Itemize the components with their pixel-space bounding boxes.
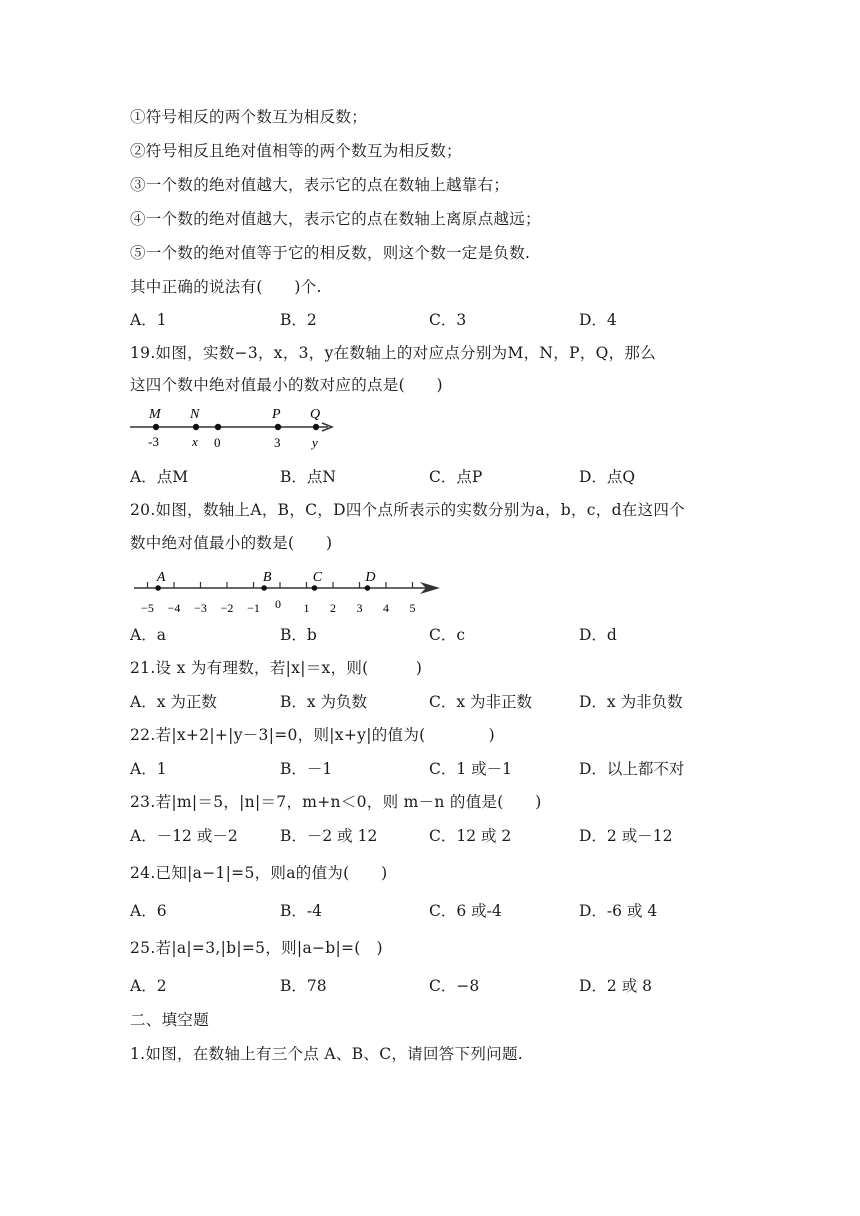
q20-tick-label: 2 <box>330 601 336 615</box>
q19-option-b: B．点N <box>280 468 336 486</box>
q24-option-b: B．-4 <box>280 902 322 920</box>
q20-option-b: B．b <box>280 626 317 644</box>
q19-option-d: D．点Q <box>579 468 636 486</box>
q23-options <box>130 826 770 848</box>
q23-option-a: A．－12 或－2 <box>130 827 238 845</box>
q20-tick-label: −5 <box>141 601 154 615</box>
q20-option-d: D．d <box>579 626 617 644</box>
q21-options <box>130 692 770 714</box>
statement-1: ①符号相反的两个数互为相反数； <box>130 108 368 126</box>
q21-option-a: A．x 为正数 <box>130 693 217 711</box>
q20-tick-label: −3 <box>194 601 207 615</box>
q20-option-a: A．a <box>130 626 166 644</box>
q18-option-a: A．1 <box>130 311 167 329</box>
q21-stem: 21.设 x 为有理数，若|x|＝x，则( ) <box>130 659 423 677</box>
q21-option-b: B．x 为负数 <box>280 693 368 711</box>
q23-option-d: D．2 或－12 <box>579 827 673 845</box>
q19-point-p-label: 3 <box>274 435 281 450</box>
section-title: 二、填空题 <box>130 1011 210 1029</box>
q20-tick-label: −4 <box>167 601 181 615</box>
q22-option-a: A．1 <box>130 760 167 778</box>
fill-q1-stem: 1.如图，在数轴上有三个点 A、B、C，请回答下列问题. <box>130 1045 523 1063</box>
q20-option-c: C．c <box>429 626 466 644</box>
q19-point-n-name: N <box>190 407 200 422</box>
q18-stem: 其中正确的说法有( )个. <box>130 278 322 296</box>
q20-tick-label: 5 <box>409 601 416 615</box>
q25-option-d: D．2 或 8 <box>579 977 653 995</box>
q19-point-p-name: P <box>272 407 281 422</box>
q19-point-n <box>189 407 200 449</box>
q18-option-c: C．3 <box>429 311 467 329</box>
q20-options <box>130 625 770 647</box>
q20-point-d-name: D <box>365 570 376 585</box>
q20-tick-label: 0 <box>275 597 281 611</box>
q23-option-c: C．12 或 2 <box>429 827 512 845</box>
q20-tick-label: 3 <box>356 601 363 615</box>
q20-point-a-name: A <box>156 570 166 585</box>
q19-point-origin <box>214 424 221 450</box>
statement-5: ⑤一个数的绝对值等于它的相反数，则这个数一定是负数. <box>130 244 531 262</box>
q22-option-c: C．1 或－1 <box>429 760 513 778</box>
q19-stem-line1: 19.如图，实数−3，x，3，y在数轴上的对应点分别为M，N，P，Q，那么 <box>130 344 657 362</box>
q20-stem-line2: 数中绝对值最小的数是( ) <box>130 534 333 552</box>
q19-point-m-name: M <box>149 407 161 422</box>
q19-point-q <box>310 407 320 450</box>
q20-stem-line1: 20.如图，数轴上A，B，C，D四个点所表示的实数分别为a，b，c，d在这四个 <box>130 501 685 519</box>
q24-stem: 24.已知|a−1|=5，则a的值为( ) <box>130 864 388 882</box>
q19-point-q-label: y <box>312 435 318 450</box>
q20-tick-label: −2 <box>220 601 234 615</box>
q19-option-c: C．点P <box>429 468 483 486</box>
q20-ticks <box>141 582 415 615</box>
q20-point-b-name: B <box>262 570 272 585</box>
q19-number-line-figure <box>126 402 346 456</box>
q21-option-d: D．x 为非负数 <box>579 693 683 711</box>
q20-point-a <box>155 585 161 591</box>
q24-option-d: D．-6 或 4 <box>579 902 658 920</box>
q19-point-origin-label: 0 <box>214 435 221 450</box>
q19-options <box>130 467 770 489</box>
statement-3: ③一个数的绝对值越大，表示它的点在数轴上越靠右； <box>130 176 510 194</box>
q22-option-b: B．－1 <box>280 760 333 778</box>
q18-option-b: B．2 <box>280 311 317 329</box>
q19-point-p <box>271 407 281 450</box>
q22-options <box>130 759 770 781</box>
q25-option-a: A．2 <box>130 977 167 995</box>
q20-point-d <box>365 585 371 591</box>
q23-stem: 23.若|m|＝5，|n|＝7，m+n＜0，则 m－n 的值是( ) <box>130 793 542 811</box>
q19-option-a: A．点M <box>130 468 189 486</box>
q23-option-b: B．－2 或 12 <box>280 827 378 845</box>
q22-stem: 22.若|x+2|+|y－3|=0，则|x+y|的值为( ) <box>130 726 496 744</box>
q22-option-d: D．以上都不对 <box>579 760 685 778</box>
q20-tick-label: 1 <box>303 601 310 615</box>
q19-point-m <box>148 407 162 449</box>
q19-point-m-label: -3 <box>148 434 159 449</box>
q20-point-c <box>312 585 318 591</box>
q19-point-q-name: Q <box>310 407 321 422</box>
q20-tick-label: 4 <box>383 601 389 615</box>
statement-4: ④一个数的绝对值越大，表示它的点在数轴上离原点越远； <box>130 210 541 228</box>
q18-options <box>130 310 770 332</box>
q20-point-c-name: C <box>312 570 323 585</box>
q20-point-b <box>261 585 267 591</box>
q19-stem-line2: 这四个数中绝对值最小的数对应的点是( ) <box>130 376 443 394</box>
q24-options <box>130 901 770 923</box>
statement-2: ②符号相反且绝对值相等的两个数互为相反数； <box>130 142 462 160</box>
q25-option-c: C．−8 <box>429 977 480 995</box>
q20-number-line-figure <box>130 562 450 622</box>
q20-tick-label: −1 <box>247 601 260 615</box>
q18-option-d: D．4 <box>579 311 617 329</box>
q25-options <box>130 976 770 998</box>
q19-point-n-label: x <box>192 434 198 449</box>
q25-option-b: B．78 <box>280 977 327 995</box>
q21-option-c: C．x 为非正数 <box>429 693 533 711</box>
q24-option-c: C．6 或-4 <box>429 902 502 920</box>
q25-stem: 25.若|a|=3,|b|=5，则|a−b|=( ) <box>130 939 383 957</box>
q24-option-a: A．6 <box>130 902 167 920</box>
